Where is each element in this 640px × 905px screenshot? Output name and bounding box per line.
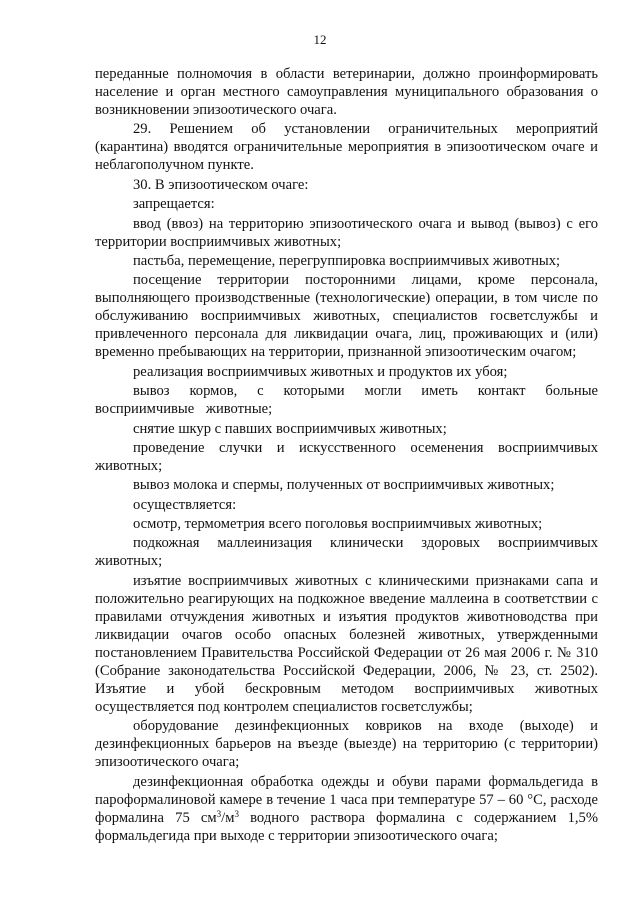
list-item: вывоз молока и спермы, полученных от восприимчивых животных;: [133, 477, 555, 494]
list-item: пастьба, перемещение, перегруппировка восприимчивых животных;: [133, 252, 561, 269]
list-item-disinfection: [95, 773, 598, 845]
list-heading-performed: осуществляется:: [133, 496, 237, 513]
document-body: [95, 65, 598, 846]
list-item: посещение территории посторонними лицами, кроме персонала, выполняющего производственные (технологические) операции, в том числе по обслуживанию восприимчивых животных, специалистов госветслужбы и привлеченного персонала для ликвидации очага, лиц, проживающих и (или) временно пребывающих на территории, признанной эпизоотическим очагом;: [95, 272, 598, 361]
list-heading-prohibited: запрещается:: [133, 196, 215, 213]
list-item: осмотр, термометрия всего поголовья восприимчивых животных;: [133, 516, 543, 533]
text-fragment: водного раствора формалина с содержанием 1,5% формальдегида при выходе с территории эпизоотического очага;: [95, 809, 598, 844]
list-item: изъятие восприимчивых животных с клиническими признаками сапа и положительно реагирующих на подкожное введение маллеина в соответствии с правилами отчуждения животных и изъятия продуктов животноводства при ликвидации очагов особо опасных болезней животных, утвержденными постановлением Правительства Российской Федерации от 26 мая 2006 г. № 310 (Собрание законодательства Российской Федерации, 2006, № 23, ст. 2502). Изъятие и убой бескровным методом восприимчивых животных осуществляется под контролем специалистов госветслужбы;: [95, 572, 598, 715]
list-item: оборудование дезинфекционных ковриков на входе (выходе) и дезинфекционных барьеров на въезде (выезде) на территорию (с территории) эпизоотического очага;: [95, 718, 598, 771]
superscript: 3: [234, 808, 239, 819]
list-item: подкожная маллеинизация клинически здоровых восприимчивых животных;: [95, 535, 598, 570]
list-item: реализация восприимчивых животных и продуктов их убоя;: [133, 363, 508, 380]
list-item: снятие шкур с павших восприимчивых животных;: [133, 420, 447, 437]
text-fragment: /м: [221, 809, 235, 826]
list-item: вывоз кормов, с которыми могли иметь контакт больные восприимчивые животные;: [95, 383, 598, 418]
paragraph-intro: переданные полномочия в области ветеринарии, должно проинформировать население и орган местного самоуправления муниципального образования о возникновении эпизоотического очага.: [95, 66, 598, 118]
list-item: проведение случки и искусственного осеменения восприимчивых животных;: [95, 439, 598, 474]
text-fragment: дезинфекционная обработка одежды и обуви парами формальдегида в пароформалиновой камере в течение 1 часа при температуре 57 – 60 °С, расходе формалина 75 см: [95, 773, 598, 826]
list-item: ввод (ввоз) на территорию эпизоотического очага и вывод (вывоз) с его территории восприимчивых животных;: [95, 215, 598, 250]
paragraph-29: 29. Решением об установлении ограничительных мероприятий (карантина) вводятся ограничительные мероприятия в эпизоотическом очаге и неблагополучном пункте.: [95, 121, 598, 174]
paragraph-30: 30. В эпизоотическом очаге:: [133, 176, 309, 193]
superscript: 3: [216, 808, 222, 819]
page-number: 12: [313, 32, 327, 47]
